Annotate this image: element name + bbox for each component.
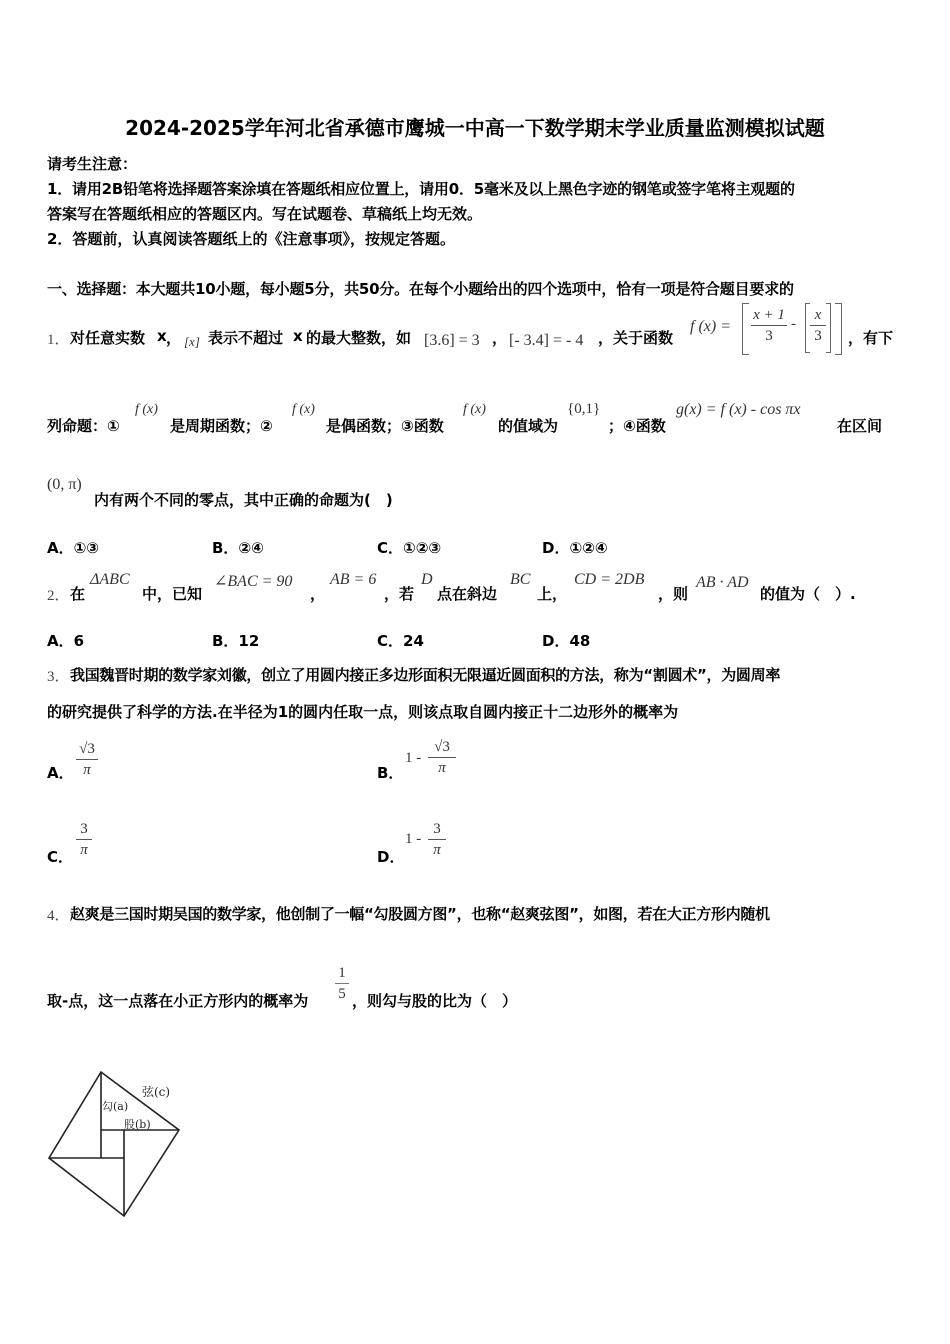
q4-line-1: 赵爽是三国时期吴国的数学家，他创制了一幅“勾股圆方图”，也称“赵爽弦图”，如图，若在大正方形内随机 bbox=[70, 905, 770, 923]
q1-fraction-2 bbox=[810, 305, 826, 346]
page-title: 2024-2025学年河北省承德市鹰城一中高一下数学期末学业质量监测模拟试题 bbox=[125, 116, 825, 140]
q2-text-3: ， bbox=[310, 585, 326, 603]
q1-line3: 内有两个不同的零点，其中正确的命题为( ) bbox=[94, 491, 393, 509]
q1-fx-label: f (x) = bbox=[690, 318, 731, 335]
q2-option-c[interactable]: C．24 bbox=[377, 632, 424, 650]
q3-option-b-prefix: 1 - bbox=[405, 750, 422, 766]
q1-var-x-2: x bbox=[293, 327, 303, 345]
q1-line2-fx-2: f (x) bbox=[292, 402, 315, 417]
q1-fraction-1-denominator: 3 bbox=[765, 328, 773, 344]
q2-option-a[interactable]: A．6 bbox=[47, 632, 85, 650]
q3-option-c-numerator: 3 bbox=[76, 819, 92, 840]
q1-var-x: x bbox=[157, 327, 167, 345]
q1-text-5: ，有下 bbox=[848, 329, 894, 347]
q1-text-2: 表示不超过 bbox=[208, 329, 284, 347]
q2-option-b[interactable]: B．12 bbox=[212, 632, 260, 650]
q3-option-d-denominator: π bbox=[433, 842, 441, 858]
q3-option-b-label[interactable]: B． bbox=[377, 764, 404, 782]
q1-example-1: [3.6] = 3 bbox=[424, 332, 480, 349]
q1-line2-b: 是周期函数；② bbox=[170, 417, 273, 435]
q2-dot-product: AB · AD bbox=[696, 574, 749, 591]
q3-option-d-numerator: 3 bbox=[428, 819, 446, 840]
q3-option-a-label[interactable]: A． bbox=[47, 764, 74, 782]
q3-option-b-numerator: √3 bbox=[428, 737, 456, 758]
q3-option-c-fraction[interactable] bbox=[76, 819, 92, 860]
notice-line-3: 2．答题前，认真阅读答题纸上的《注意事项》，按规定答题。 bbox=[47, 230, 455, 248]
q2-point-d: D bbox=[421, 571, 433, 588]
q1-fraction-2-numerator: x bbox=[810, 305, 826, 326]
q1-text-3: 的最大整数，如 bbox=[306, 329, 412, 347]
q1-option-d[interactable]: D．①②④ bbox=[542, 539, 608, 557]
q3-option-c-denominator: π bbox=[80, 842, 88, 858]
q3-option-a-denominator: π bbox=[83, 762, 91, 778]
q1-text-4: ，关于函数 bbox=[598, 329, 674, 347]
q4-line-2b: ，则勾与股的比为（ ） bbox=[352, 992, 518, 1010]
q3-number: 3． bbox=[47, 669, 70, 685]
q3-option-d-label[interactable]: D． bbox=[377, 848, 405, 866]
q1-option-a[interactable]: A．①③ bbox=[47, 539, 100, 557]
q1-interval: (0, π) bbox=[47, 476, 82, 493]
q1-comma: ， bbox=[166, 329, 182, 347]
q1-example-2: [- 3.4] = - 4 bbox=[509, 332, 584, 349]
q1-line2-c: 是偶函数；③函数 bbox=[326, 417, 444, 435]
section-heading: 一、选择题：本大题共10小题，每小题5分，共50分。在每个小题给出的四个选项中，恰有一项是符合题目要求的 bbox=[47, 280, 794, 298]
q1-fraction-1 bbox=[751, 305, 787, 346]
q3-option-b-fraction[interactable] bbox=[428, 737, 456, 778]
q1-line2-fx-1: f (x) bbox=[135, 402, 158, 417]
label-gou: 勾(a) bbox=[102, 1100, 129, 1113]
q4-fraction-numerator: 1 bbox=[335, 963, 349, 984]
q1-range: {0,1} bbox=[567, 401, 601, 417]
q4-probability-fraction bbox=[335, 963, 349, 1004]
q3-option-a-numerator: √3 bbox=[76, 739, 98, 760]
notice-line-2: 答案写在答题纸相应的答题区内。写在试题卷、草稿纸上均无效。 bbox=[47, 205, 483, 223]
q2-text-2: 中，已知 bbox=[142, 585, 203, 603]
q3-option-d-prefix: 1 - bbox=[405, 831, 422, 847]
q1-floor-x: [x] bbox=[184, 334, 200, 349]
q3-option-d-fraction[interactable] bbox=[428, 819, 446, 860]
q2-triangle: ΔABC bbox=[90, 571, 130, 588]
q1-fraction-1-numerator: x + 1 bbox=[751, 305, 787, 326]
q2-number: 2． bbox=[47, 588, 70, 604]
q4-number: 4． bbox=[47, 908, 70, 924]
label-xian: 弦(c) bbox=[142, 1085, 171, 1099]
q1-gx: g(x) = f (x) - cos πx bbox=[676, 401, 801, 418]
q1-line2-a: 列命题：① bbox=[47, 417, 120, 435]
q2-text-7: ，则 bbox=[658, 585, 689, 603]
q2-text-4: ，若 bbox=[384, 585, 415, 603]
q1-line2-d: 的值域为 bbox=[498, 417, 559, 435]
q3-option-a-fraction[interactable] bbox=[76, 739, 98, 780]
q3-line-2: 的研究提供了科学的方法.在半径为1的圆内任取一点，则该点取自圆内接正十二边形外的概率为 bbox=[47, 703, 679, 721]
label-gu: 股(b) bbox=[124, 1118, 151, 1131]
q1-option-c[interactable]: C．①②③ bbox=[377, 539, 442, 557]
q2-text-6: 上， bbox=[537, 585, 568, 603]
q2-text-5: 点在斜边 bbox=[437, 585, 498, 603]
q4-fraction-denominator: 5 bbox=[338, 986, 346, 1002]
q2-text-8: 的值为（ ）. bbox=[760, 585, 856, 603]
notice-heading: 请考生注意： bbox=[47, 155, 138, 173]
q2-bc: BC bbox=[510, 571, 531, 588]
notice-line-1: 1．请用2B铅笔将选择题答案涂填在答题纸相应位置上，请用0．5毫米及以上黑色字迹的钢笔或签字笔将主观题的 bbox=[47, 180, 795, 198]
q2-text-1: 在 bbox=[70, 585, 86, 603]
q2-option-d[interactable]: D．48 bbox=[542, 632, 591, 650]
q3-option-c-label[interactable]: C． bbox=[47, 848, 74, 866]
q2-ab: AB = 6 bbox=[330, 571, 377, 588]
q1-fraction-2-denominator: 3 bbox=[814, 328, 822, 344]
q3-line-1: 我国魏晋时期的数学家刘徽，创立了用圆内接正多边形面积无限逼近圆面积的方法，称为“割圆术”，为圆周率 bbox=[70, 666, 781, 684]
q1-line2-f: 在区间 bbox=[837, 417, 883, 435]
q4-line-2a: 取-点，这一点落在小正方形内的概率为 bbox=[47, 992, 309, 1010]
q2-cd: CD = 2DB bbox=[574, 571, 645, 588]
q3-option-b-denominator: π bbox=[438, 760, 446, 776]
q2-angle: ∠BAC = 90 bbox=[214, 573, 293, 590]
q1-minus: - bbox=[791, 316, 796, 332]
q1-line2-fx-3: f (x) bbox=[463, 402, 486, 417]
q1-text-1: 对任意实数 bbox=[70, 329, 146, 347]
q1-comma-2: ， bbox=[492, 329, 508, 347]
q1-line2-e: ；④函数 bbox=[608, 417, 666, 435]
zhao-shuang-diagram bbox=[44, 1066, 189, 1224]
q1-function-expression bbox=[742, 303, 842, 353]
q1-option-b[interactable]: B．②④ bbox=[212, 539, 264, 557]
q1-number: 1． bbox=[47, 332, 70, 348]
